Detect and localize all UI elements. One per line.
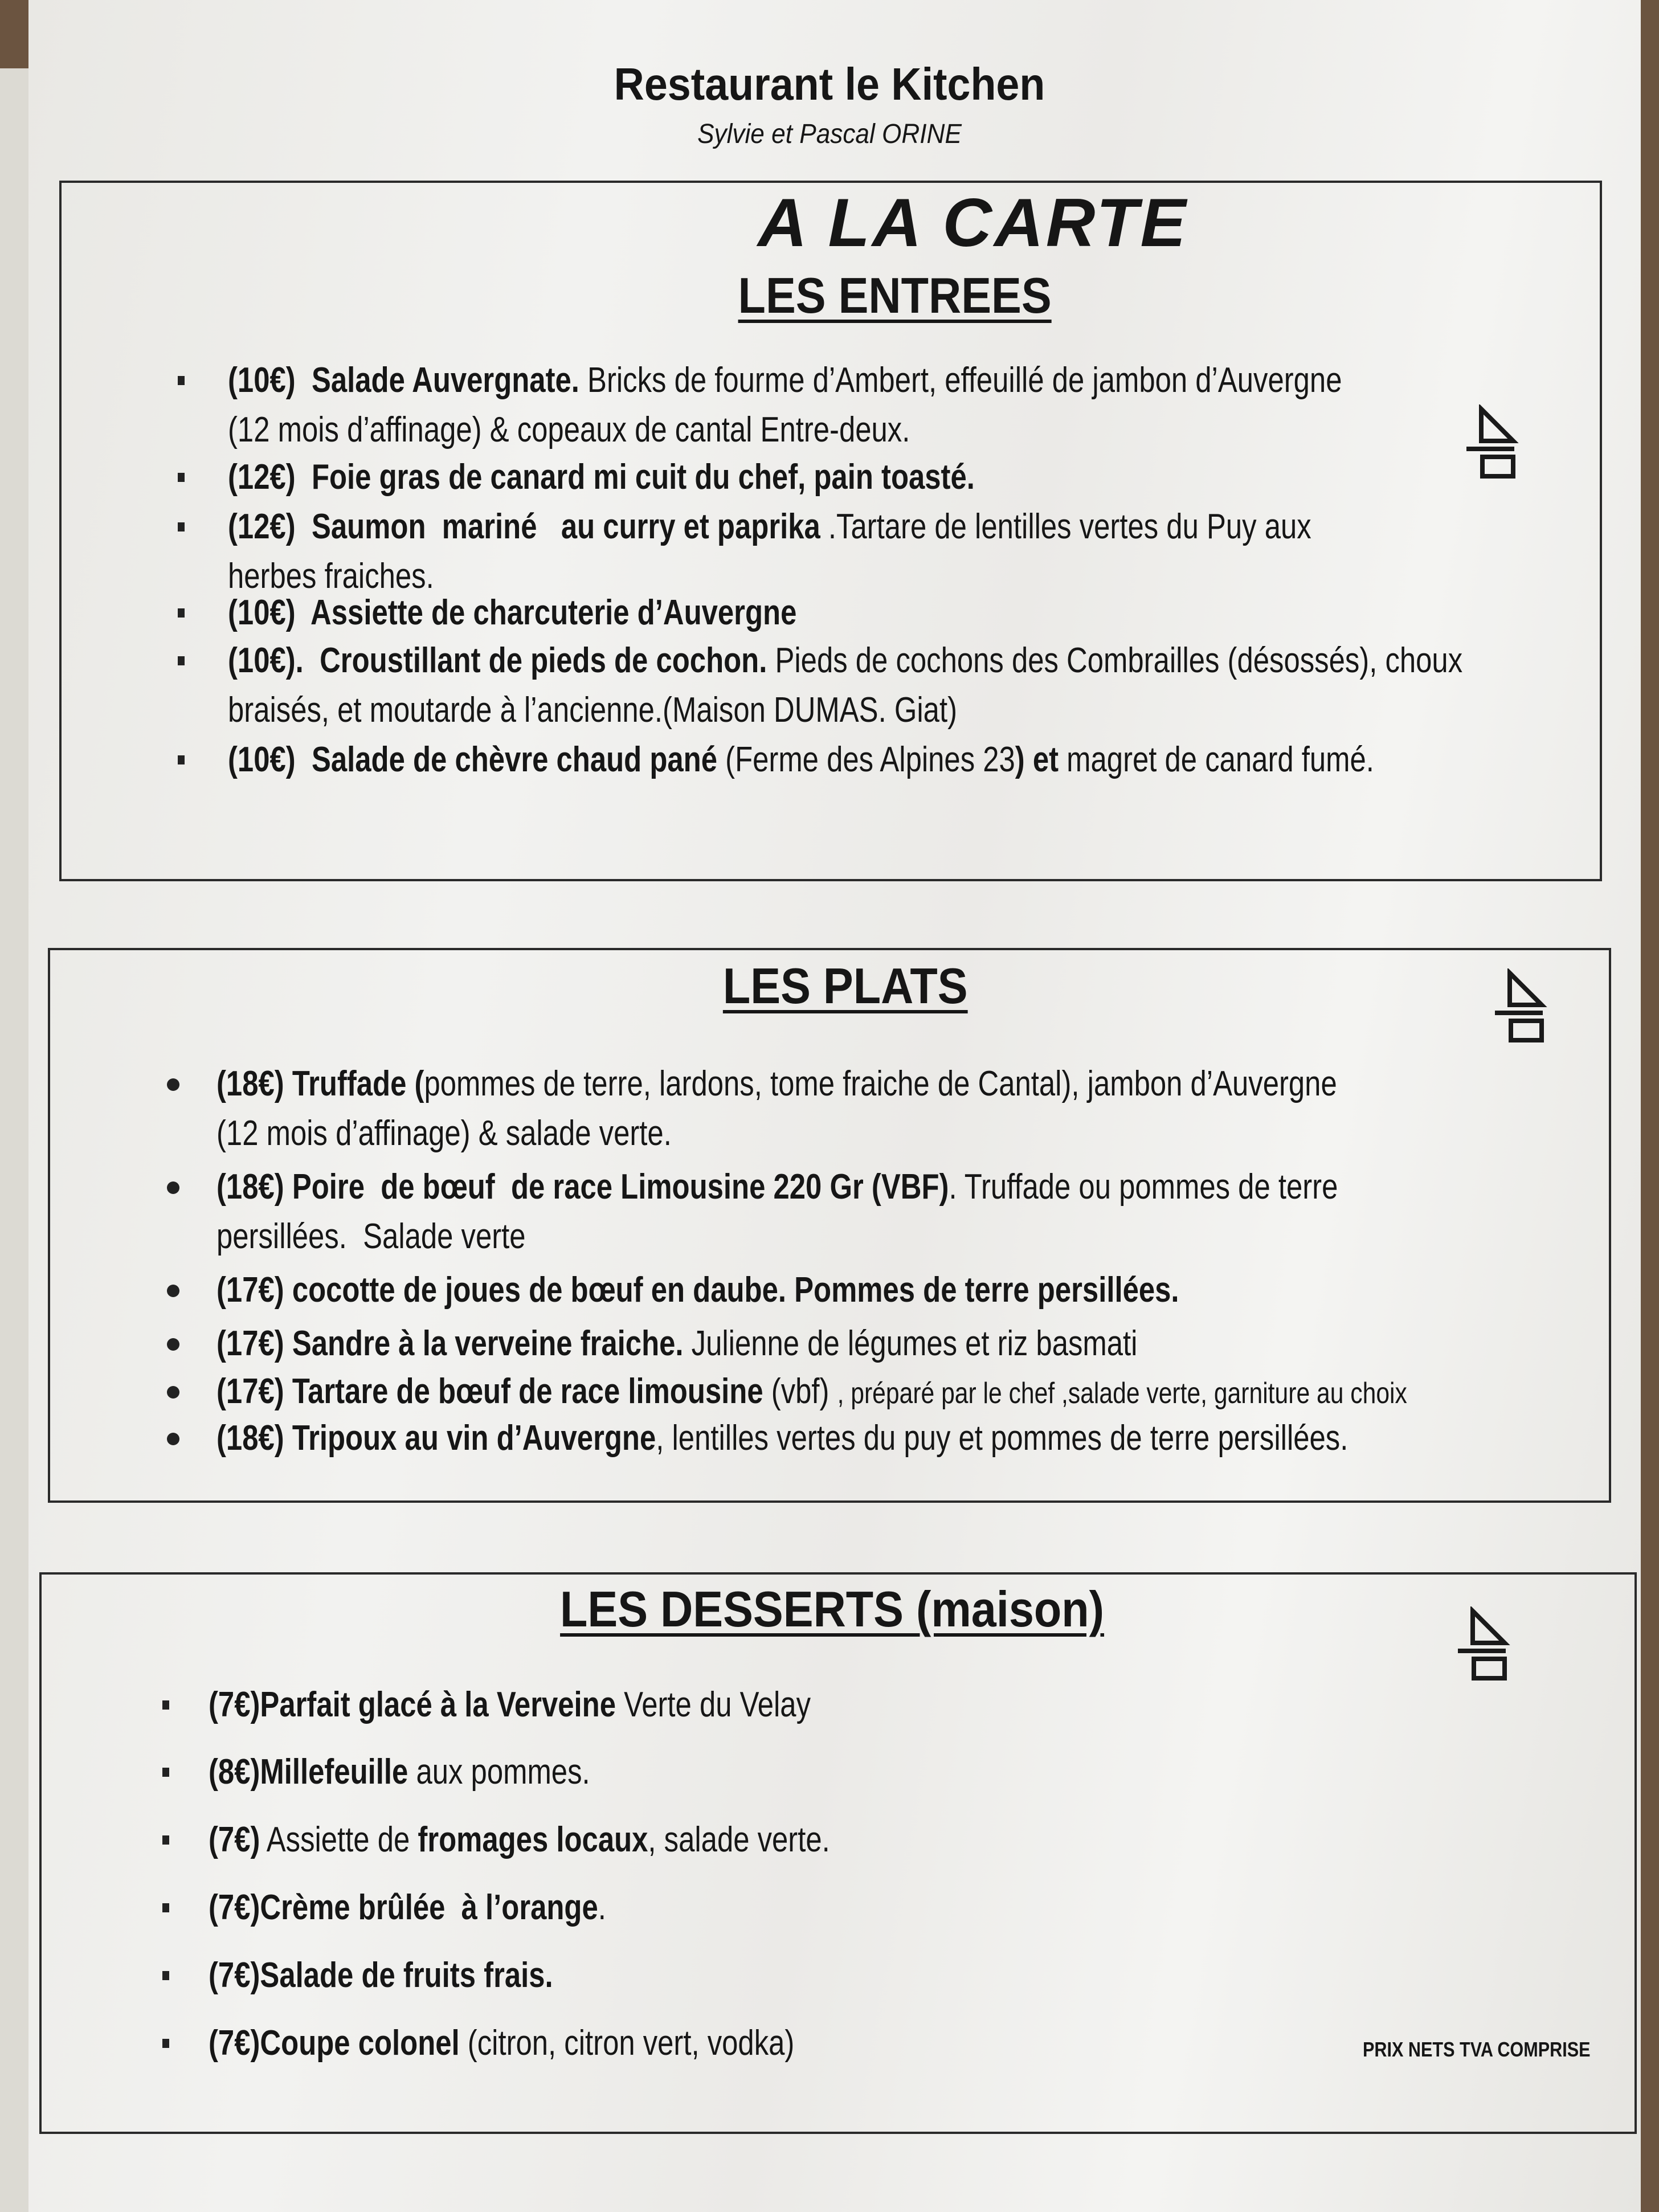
menu-item-entrees xyxy=(228,502,1311,601)
item-name: Croustillant de pieds de cochon. xyxy=(303,641,767,680)
item-description: Julienne de légumes et riz basmati xyxy=(683,1324,1138,1363)
item-description: Bricks de fourme d’Ambert, effeuillé de jambon d’Auvergne (12 mois d’affinage) & copeaux de cantal Entre-deux. xyxy=(228,361,1342,449)
menu-item-entrees xyxy=(228,636,1462,735)
item-price: (18€) xyxy=(216,1167,284,1207)
item-name: Salade de fruits frais. xyxy=(260,1956,553,1995)
item-name: Millefeuille xyxy=(260,1752,408,1792)
item-description: magret de canard fumé. xyxy=(1059,740,1374,779)
menu-item-desserts xyxy=(209,1951,553,2000)
bullet-icon xyxy=(178,755,185,764)
item-description: . Truffade ou pommes de terre persillées. Salade verte xyxy=(216,1167,1338,1256)
bullet-icon xyxy=(178,608,185,618)
menu-item-desserts xyxy=(209,1883,606,1932)
item-price: (8€) xyxy=(209,1752,260,1792)
item-name: Coupe colonel xyxy=(260,2023,460,2063)
bullet-icon xyxy=(167,1181,179,1194)
item-description: , préparé par le chef ,salade verte, garniture au choix xyxy=(837,1377,1407,1410)
section-title-desserts: LES DESSERTS (maison) xyxy=(560,1581,1105,1637)
item-description: Verte du Velay xyxy=(616,1685,811,1724)
item-price: (7€) xyxy=(209,1888,260,1927)
section-title-entrees: LES ENTREES xyxy=(738,267,1052,324)
menu-item-plats xyxy=(216,1265,1179,1315)
bullet-icon xyxy=(167,1338,179,1351)
bullet-icon xyxy=(167,1433,179,1445)
menu-item-desserts xyxy=(209,1680,811,1729)
bullet-icon xyxy=(162,2039,169,2048)
a-la-carte-heading: A LA CARTE xyxy=(758,185,1188,261)
underlying-page-edge xyxy=(0,68,32,2212)
item-price: (10€). xyxy=(228,641,304,680)
item-name: Crème brûlée à l’orange xyxy=(260,1888,598,1927)
price-note: PRIX NETS TVA COMPRISE xyxy=(1363,2038,1591,2061)
bullet-icon xyxy=(167,1386,179,1399)
menu-item-plats xyxy=(216,1319,1137,1368)
item-description: Assiette de xyxy=(260,1820,418,1859)
item-name: Salade de chèvre chaud pané xyxy=(295,740,718,779)
item-name: cocotte de joues de bœuf en daube. Pommes de terre persillées. xyxy=(284,1270,1179,1310)
house-logo-icon xyxy=(1456,1606,1518,1681)
item-name: Truffade ( xyxy=(284,1064,424,1103)
item-price: (18€) xyxy=(216,1064,284,1103)
menu-item-entrees xyxy=(228,735,1374,784)
item-description: pommes de terre, lardons, tome fraiche de Cantal), jambon d’Auvergne (12 mois d’affinage) & salade verte. xyxy=(216,1064,1337,1153)
menu-item-desserts xyxy=(209,1815,830,1865)
menu-item-desserts xyxy=(209,1747,590,1797)
menu-item-plats xyxy=(216,1413,1348,1463)
house-logo-icon xyxy=(1493,968,1555,1042)
bullet-icon xyxy=(167,1078,179,1091)
item-name: Parfait glacé à la Verveine xyxy=(260,1685,616,1724)
item-description: (vbf) xyxy=(763,1372,837,1411)
bullet-icon xyxy=(178,522,185,531)
bullet-icon xyxy=(178,656,185,665)
item-price: (18€) xyxy=(216,1418,284,1458)
menu-item-entrees xyxy=(228,452,975,502)
item-name: Tripoux au vin d’Auvergne xyxy=(284,1418,656,1458)
item-name: Saumon mariné au curry et paprika xyxy=(295,507,820,546)
bullet-icon xyxy=(178,376,185,385)
menu-item-plats xyxy=(216,1059,1337,1158)
item-name: Tartare de bœuf de race limousine xyxy=(284,1372,763,1411)
bullet-icon xyxy=(167,1285,179,1297)
menu-item-plats xyxy=(216,1367,1407,1418)
bullet-icon xyxy=(162,1768,169,1777)
bullet-icon xyxy=(162,1835,169,1845)
item-price: (7€) xyxy=(209,1685,260,1724)
item-price: (17€) xyxy=(216,1372,284,1411)
restaurant-name: Restaurant le Kitchen xyxy=(614,59,1045,109)
item-description: Pieds de cochons des Combrailles (désossés), choux braisés, et moutarde à l’ancienne.(Maison DUMAS. Giat) xyxy=(228,641,1463,730)
item-price: (7€) xyxy=(209,1956,260,1995)
item-name: Salade Auvergnate. xyxy=(295,361,579,400)
item-description: , lentilles vertes du puy et pommes de terre persillées. xyxy=(656,1418,1349,1458)
menu-item-entrees xyxy=(228,588,796,637)
bullet-icon xyxy=(178,473,185,482)
menu-item-plats xyxy=(216,1162,1338,1261)
item-description: aux pommes. xyxy=(408,1752,590,1792)
item-name: Poire de bœuf de race Limousine 220 Gr (VBF) xyxy=(284,1167,949,1207)
bullet-icon xyxy=(162,1903,169,1912)
bullet-icon xyxy=(162,1700,169,1710)
menu-item-desserts xyxy=(209,2018,794,2068)
item-description: .Tartare de lentilles vertes du Puy aux herbes fraiches. xyxy=(228,507,1311,596)
menu-item-entrees xyxy=(228,355,1342,455)
item-price: (7€) xyxy=(209,2023,260,2063)
item-price: (10€) xyxy=(228,361,296,400)
item-price: (17€) xyxy=(216,1270,284,1310)
owners-name: Sylvie et Pascal ORINE xyxy=(697,119,962,149)
item-name: ) et xyxy=(1015,740,1059,779)
house-logo-icon xyxy=(1464,404,1527,479)
item-price: (17€) xyxy=(216,1324,284,1363)
item-price: (12€) xyxy=(228,507,296,546)
bullet-icon xyxy=(162,1971,169,1980)
item-description: , salade verte. xyxy=(648,1820,830,1859)
item-description: . xyxy=(598,1888,606,1927)
item-price: (12€) xyxy=(228,457,296,497)
item-name: fromages locaux xyxy=(418,1820,648,1859)
item-name: Assiette de charcuterie d’Auvergne xyxy=(295,593,797,632)
item-name: Sandre à la verveine fraiche. xyxy=(284,1324,684,1363)
item-description: (citron, citron vert, vodka) xyxy=(459,2023,795,2063)
item-price: (10€) xyxy=(228,740,296,779)
item-price: (10€) xyxy=(228,593,296,632)
item-price: (7€) xyxy=(209,1820,260,1859)
item-description: (Ferme des Alpines 23 xyxy=(717,740,1015,779)
item-name: Foie gras de canard mi cuit du chef, pain toasté. xyxy=(295,457,975,497)
section-title-plats: LES PLATS xyxy=(722,958,968,1014)
